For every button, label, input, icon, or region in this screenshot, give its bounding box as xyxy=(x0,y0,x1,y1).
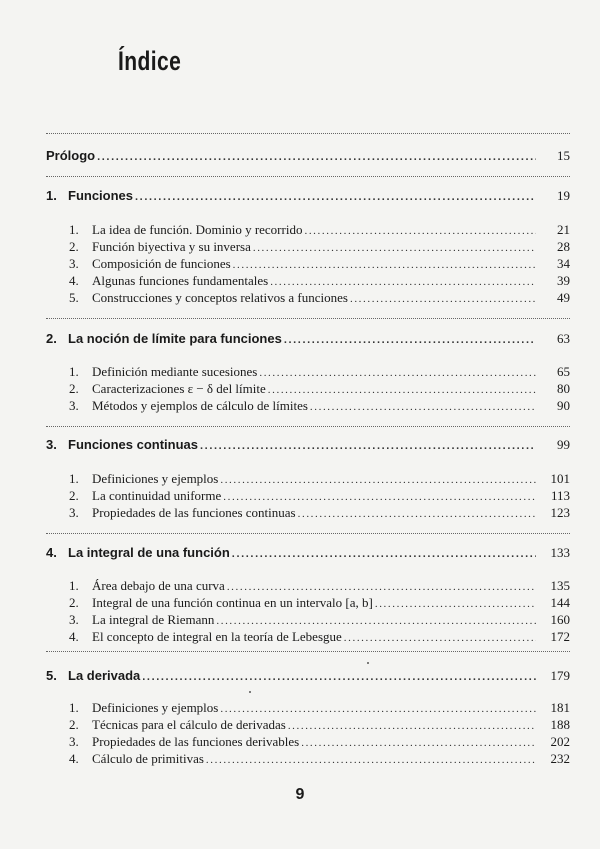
divider xyxy=(46,533,570,534)
leader-dots xyxy=(220,703,536,715)
chapter-title: La derivada xyxy=(68,668,141,683)
toc-entry-page: 15 xyxy=(557,148,570,163)
leader-dots xyxy=(284,334,536,346)
leader-dots xyxy=(270,276,536,288)
leader-dots xyxy=(233,259,536,271)
leader-dots xyxy=(223,491,536,503)
divider xyxy=(46,176,570,177)
chapter-page: 133 xyxy=(550,545,570,560)
toc-section[interactable] xyxy=(46,222,570,240)
divider xyxy=(46,318,570,319)
section-page: 123 xyxy=(550,505,570,520)
toc-section[interactable] xyxy=(46,700,570,718)
chapter-title: Funciones xyxy=(68,188,134,203)
section-number: 1. xyxy=(69,222,79,237)
section-number: 4. xyxy=(69,273,79,288)
section-number: 1. xyxy=(69,700,79,715)
toc-section[interactable] xyxy=(46,612,570,630)
toc-section[interactable] xyxy=(46,734,570,752)
section-title: Métodos y ejemplos de cálculo de límites xyxy=(92,398,308,413)
toc-section[interactable] xyxy=(46,256,570,274)
leader-dots xyxy=(259,367,536,379)
toc-entry-label: Prólogo xyxy=(46,148,96,163)
section-title: Definiciones y ejemplos xyxy=(92,700,219,715)
chapter-page: 19 xyxy=(557,188,570,203)
section-number: 5. xyxy=(69,290,79,305)
toc-chapter-4[interactable] xyxy=(46,545,570,563)
toc-section[interactable] xyxy=(46,290,570,308)
toc-section[interactable] xyxy=(46,239,570,257)
section-number: 1. xyxy=(69,364,79,379)
section-page: 101 xyxy=(550,471,570,486)
section-title: Función biyectiva y su inversa xyxy=(92,239,251,254)
section-title: Propiedades de las funciones derivables xyxy=(92,734,300,749)
section-title: Técnicas para el cálculo de derivadas xyxy=(92,717,286,732)
leader-dots xyxy=(301,737,536,749)
leader-dots xyxy=(310,401,536,413)
section-page: 160 xyxy=(550,612,570,627)
toc-entry-prologo[interactable] xyxy=(46,148,570,166)
section-title: La idea de función. Dominio y recorrido xyxy=(92,222,303,237)
section-page: 39 xyxy=(557,273,570,288)
section-number: 3. xyxy=(69,734,79,749)
section-number: 4. xyxy=(69,629,79,644)
section-title: Caracterizaciones ε − δ del límite xyxy=(92,381,266,396)
chapter-title: Funciones continuas xyxy=(68,437,199,452)
divider xyxy=(46,651,570,652)
toc-chapter-5[interactable] xyxy=(46,668,570,686)
section-page: 34 xyxy=(557,256,570,271)
section-page: 135 xyxy=(550,578,570,593)
section-page: 144 xyxy=(550,595,570,610)
chapter-number: 3. xyxy=(46,437,57,452)
section-page: 65 xyxy=(557,364,570,379)
section-title: Cálculo de primitivas xyxy=(92,751,204,766)
leader-dots xyxy=(216,615,536,627)
section-title: Definiciones y ejemplos xyxy=(92,471,219,486)
leader-dots xyxy=(227,581,536,593)
print-speck xyxy=(367,662,369,664)
chapter-title: La integral de una función xyxy=(68,545,230,560)
toc-section[interactable] xyxy=(46,273,570,291)
toc-section[interactable] xyxy=(46,381,570,399)
section-page: 49 xyxy=(557,290,570,305)
leader-dots xyxy=(350,293,536,305)
leader-dots xyxy=(268,384,536,396)
section-number: 2. xyxy=(69,488,79,503)
toc-chapter-1[interactable] xyxy=(46,188,570,206)
leader-dots xyxy=(97,151,536,163)
toc-section[interactable] xyxy=(46,717,570,735)
page-title: Índice xyxy=(118,46,182,76)
chapter-number: 4. xyxy=(46,545,57,560)
toc-section[interactable] xyxy=(46,505,570,523)
section-page: 232 xyxy=(550,751,570,766)
divider xyxy=(46,133,570,134)
section-number: 2. xyxy=(69,381,79,396)
toc-section[interactable] xyxy=(46,751,570,769)
chapter-number: 1. xyxy=(46,188,57,203)
section-number: 2. xyxy=(69,717,79,732)
leader-dots xyxy=(253,242,536,254)
leader-dots xyxy=(142,671,536,683)
page-number: 9 xyxy=(295,786,305,803)
section-title: Algunas funciones fundamentales xyxy=(92,273,269,288)
section-page: 172 xyxy=(550,629,570,644)
chapter-number: 2. xyxy=(46,331,57,346)
print-speck xyxy=(249,691,251,693)
section-number: 3. xyxy=(69,256,79,271)
section-number: 2. xyxy=(69,595,79,610)
leader-dots xyxy=(304,225,536,237)
chapter-title: La noción de límite para funciones xyxy=(68,331,282,346)
toc-section[interactable] xyxy=(46,595,570,613)
section-title: La continuidad uniforme xyxy=(92,488,222,503)
section-title: Integral de una función continua en un intervalo [a, b] xyxy=(92,595,373,610)
toc-section[interactable] xyxy=(46,471,570,489)
chapter-page: 63 xyxy=(557,331,570,346)
leader-dots xyxy=(375,598,536,610)
section-title: La integral de Riemann xyxy=(92,612,215,627)
leader-dots xyxy=(206,754,536,766)
section-page: 202 xyxy=(550,734,570,749)
section-page: 28 xyxy=(557,239,570,254)
toc-section[interactable] xyxy=(46,578,570,596)
section-page: 80 xyxy=(557,381,570,396)
leader-dots xyxy=(220,474,536,486)
leader-dots xyxy=(200,440,536,452)
section-page: 90 xyxy=(557,398,570,413)
leader-dots xyxy=(288,720,536,732)
toc-section[interactable] xyxy=(46,629,570,647)
section-number: 1. xyxy=(69,578,79,593)
section-title: Propiedades de las funciones continuas xyxy=(92,505,296,520)
section-number: 3. xyxy=(69,505,79,520)
chapter-number: 5. xyxy=(46,668,57,683)
chapter-page: 99 xyxy=(557,437,570,452)
toc-chapter-2[interactable] xyxy=(46,331,570,349)
leader-dots xyxy=(298,508,536,520)
section-title: Definición mediante sucesiones xyxy=(92,364,258,379)
toc-chapter-3[interactable] xyxy=(46,437,570,455)
leader-dots xyxy=(344,632,536,644)
toc-section[interactable] xyxy=(46,364,570,382)
section-number: 2. xyxy=(69,239,79,254)
section-title: Construcciones y conceptos relativos a funciones xyxy=(92,290,348,305)
section-page: 113 xyxy=(550,488,570,503)
section-number: 3. xyxy=(69,398,79,413)
section-number: 4. xyxy=(69,751,79,766)
section-title: Composición de funciones xyxy=(92,256,231,271)
section-page: 188 xyxy=(550,717,570,732)
leader-dots xyxy=(232,548,536,560)
toc-section[interactable] xyxy=(46,488,570,506)
section-page: 181 xyxy=(550,700,570,715)
section-page: 21 xyxy=(557,222,570,237)
leader-dots xyxy=(135,191,536,203)
section-title: El concepto de integral en la teoría de Lebesgue xyxy=(92,629,342,644)
section-title: Área debajo de una curva xyxy=(92,578,225,593)
chapter-page: 179 xyxy=(550,668,570,683)
section-number: 3. xyxy=(69,612,79,627)
toc-section[interactable] xyxy=(46,398,570,416)
section-number: 1. xyxy=(69,471,79,486)
divider xyxy=(46,426,570,427)
